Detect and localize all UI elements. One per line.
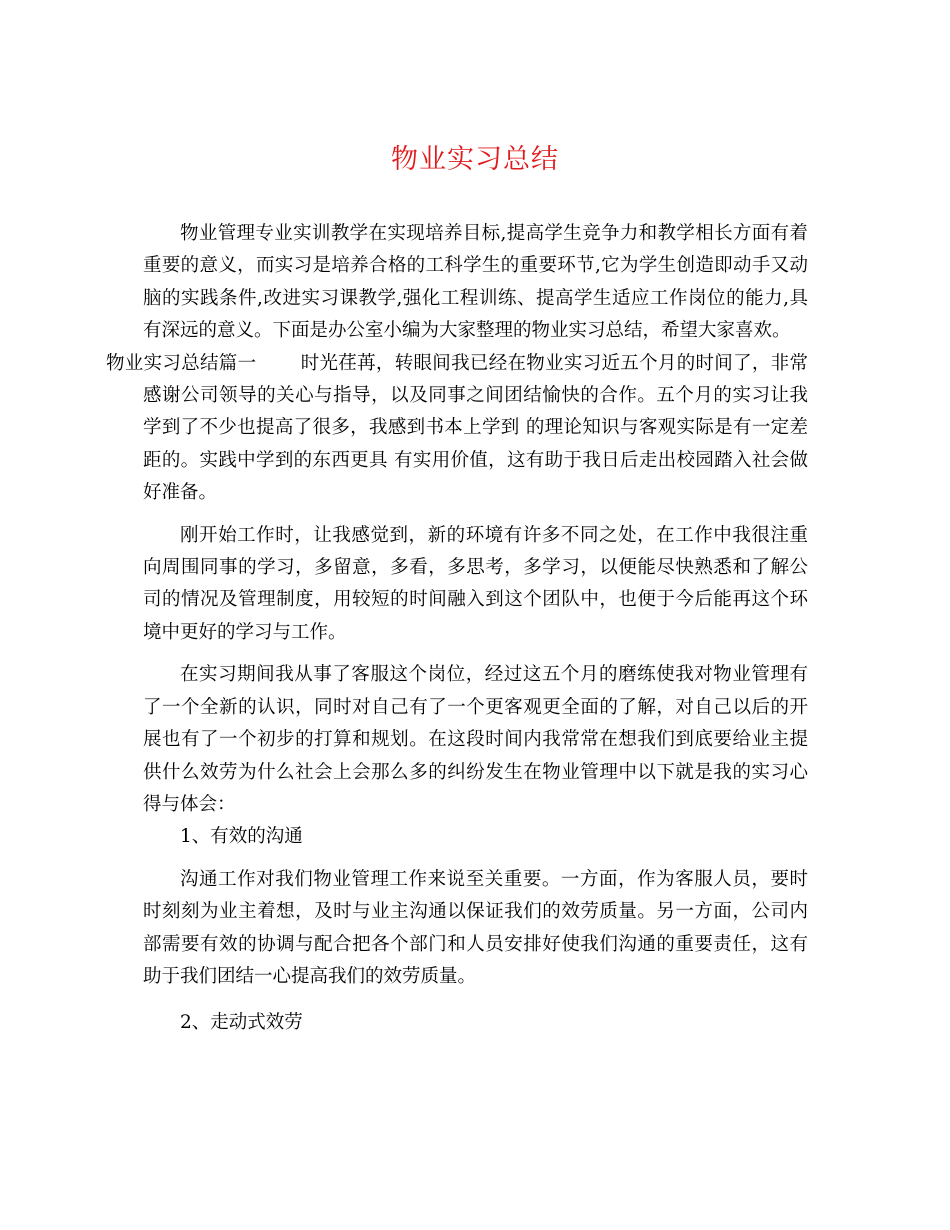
paragraph-3: 在实习期间我从事了客服这个岗位，经过这五个月的磨练使我对物业管理有了一个全新的认识，同时对自己有了一个更客观更全面的了解，对自己以后的开展也有了一个初步的打算和规划。在这段时间内我常常在想我们到底要给业主提供什么效劳为什么社会上会那么多的纠纷发生在物业管理中以下就是我的实习心得与体会： bbox=[143, 664, 808, 815]
intro-paragraph bbox=[106, 218, 808, 510]
document-body bbox=[106, 218, 808, 1040]
heading-effective-communication: 1、有效的沟通 bbox=[180, 826, 303, 848]
intro-text: 物业管理专业实训教学在实现培养目标,提高学生竞争力和教学相长方面有着重要的意义，而实习是培养合格的工科学生的重要环节,它为学生创造即动手又动脑的实践条件,改进实习课教学,强化工程训练、提高学生适应工作岗位的能力,具有深远的意义。下面是办公室小编为大家整理的物业实习总结，希望大家喜欢。 bbox=[143, 223, 808, 342]
paragraph-2: 刚开始工作时，让我感觉到，新的环境有许多不同之处，在工作中我很注重向周围同事的学习，多留意，多看，多思考，多学习，以便能尽快熟悉和了解公司的情况及管理制度，用较短的时间融入到这个团队中，也便于今后能再这个环境中更好的学习与工作。 bbox=[143, 524, 808, 643]
paragraph-4: 沟通工作对我们物业管理工作来说至关重要。一方面，作为客服人员，要时时刻刻为业主着想，及时与业主沟通以保证我们的效劳质量。另一方面，公司内部需要有效的协调与配合把各个部门和人员安排好使我们沟通的重要责任，这有助于我们团结一心提高我们的效劳质量。 bbox=[143, 868, 808, 987]
heading-walking-service: 2、走动式效劳 bbox=[180, 1012, 303, 1034]
document-title: 物业实习总结 bbox=[391, 144, 559, 175]
section-label: 物业实习总结篇一 bbox=[106, 352, 257, 374]
section-first-paragraph: 时光荏苒，转眼间我已经在物业实习近五个月的时间了，非常感谢公司领导的关心与指导，以及同事之间团结愉快的合作。五个月的实习让我学到了不少也提高了很多，我感到书本上学到 的理论知识与客观实际是有一定差距的。实践中学到的东西更具 有实用价值，这有助于我日后走出校园踏入社会做好准备。 bbox=[143, 352, 808, 504]
section-one-block bbox=[106, 348, 808, 510]
